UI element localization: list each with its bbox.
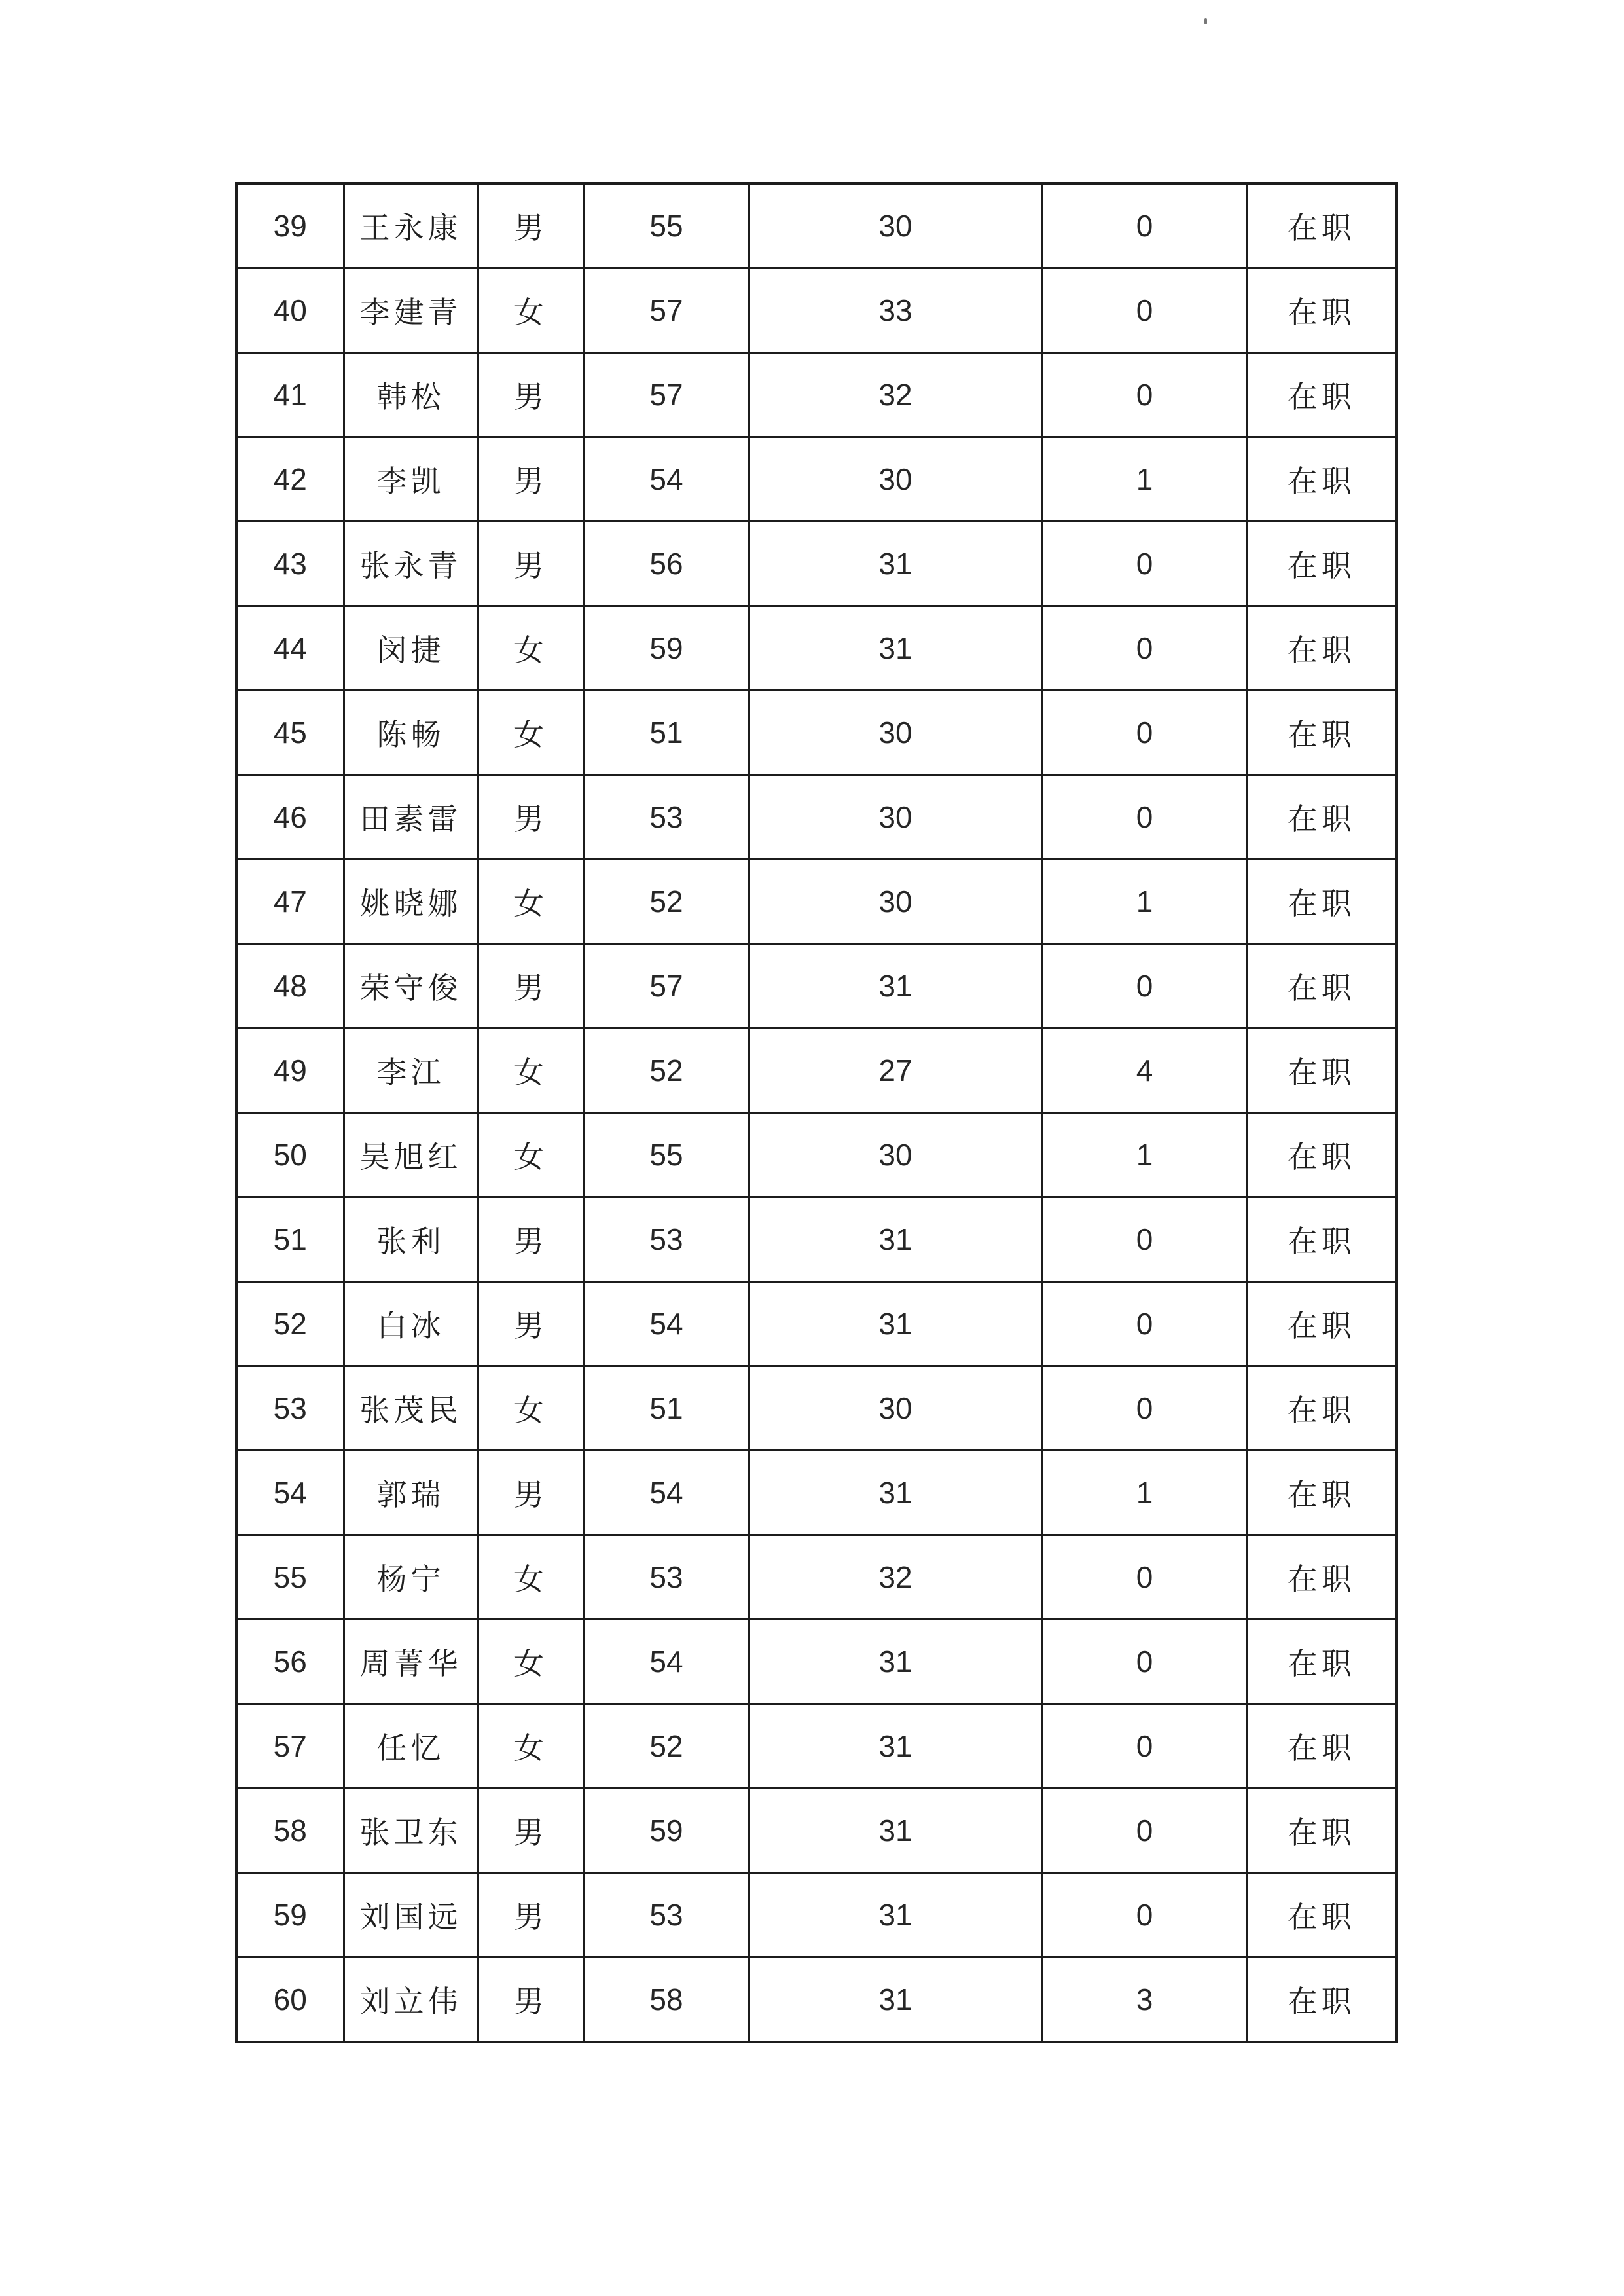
row-number-cell: 45 (236, 691, 344, 775)
table-row (236, 1282, 1396, 1366)
gender-cell: 男 (478, 1958, 584, 2043)
status-cell: 在职 (1247, 1958, 1396, 2043)
age-cell: 53 (584, 775, 749, 860)
name-cell: 杨宁 (344, 1535, 478, 1620)
status-cell: 在职 (1247, 1366, 1396, 1451)
count-cell: 0 (1042, 1535, 1247, 1620)
table-row (236, 1789, 1396, 1873)
name-cell: 李江 (344, 1029, 478, 1113)
row-number-cell: 51 (236, 1197, 344, 1282)
count-cell: 0 (1042, 775, 1247, 860)
gender-cell: 男 (478, 353, 584, 437)
service-years-cell: 31 (749, 1873, 1042, 1958)
service-years-cell: 30 (749, 437, 1042, 522)
gender-cell: 男 (478, 1197, 584, 1282)
table-row (236, 1113, 1396, 1197)
gender-cell: 女 (478, 268, 584, 353)
count-cell: 1 (1042, 1451, 1247, 1535)
scan-speck (1204, 18, 1207, 24)
age-cell: 58 (584, 1958, 749, 2043)
name-cell: 韩松 (344, 353, 478, 437)
status-cell: 在职 (1247, 522, 1396, 606)
row-number-cell: 39 (236, 183, 344, 268)
service-years-cell: 31 (749, 944, 1042, 1029)
row-number-cell: 48 (236, 944, 344, 1029)
count-cell: 1 (1042, 860, 1247, 944)
service-years-cell: 31 (749, 1282, 1042, 1366)
row-number-cell: 47 (236, 860, 344, 944)
row-number-cell: 58 (236, 1789, 344, 1873)
gender-cell: 男 (478, 437, 584, 522)
age-cell: 56 (584, 522, 749, 606)
status-cell: 在职 (1247, 1282, 1396, 1366)
age-cell: 53 (584, 1873, 749, 1958)
gender-cell: 男 (478, 1789, 584, 1873)
age-cell: 59 (584, 1789, 749, 1873)
age-cell: 59 (584, 606, 749, 691)
status-cell: 在职 (1247, 1620, 1396, 1704)
status-cell: 在职 (1247, 1704, 1396, 1789)
row-number-cell: 40 (236, 268, 344, 353)
count-cell: 0 (1042, 1620, 1247, 1704)
service-years-cell: 33 (749, 268, 1042, 353)
service-years-cell: 32 (749, 1535, 1042, 1620)
row-number-cell: 60 (236, 1958, 344, 2043)
gender-cell: 男 (478, 1451, 584, 1535)
status-cell: 在职 (1247, 944, 1396, 1029)
age-cell: 57 (584, 268, 749, 353)
count-cell: 0 (1042, 691, 1247, 775)
table-row (236, 944, 1396, 1029)
name-cell: 王永康 (344, 183, 478, 268)
age-cell: 51 (584, 691, 749, 775)
status-cell: 在职 (1247, 353, 1396, 437)
status-cell: 在职 (1247, 1197, 1396, 1282)
count-cell: 0 (1042, 183, 1247, 268)
roster-table-container (235, 182, 1395, 2043)
service-years-cell: 31 (749, 1451, 1042, 1535)
row-number-cell: 53 (236, 1366, 344, 1451)
status-cell: 在职 (1247, 860, 1396, 944)
status-cell: 在职 (1247, 1029, 1396, 1113)
count-cell: 0 (1042, 268, 1247, 353)
count-cell: 0 (1042, 1704, 1247, 1789)
count-cell: 1 (1042, 1113, 1247, 1197)
name-cell: 姚晓娜 (344, 860, 478, 944)
row-number-cell: 44 (236, 606, 344, 691)
service-years-cell: 30 (749, 775, 1042, 860)
table-row (236, 1704, 1396, 1789)
name-cell: 闵捷 (344, 606, 478, 691)
name-cell: 任忆 (344, 1704, 478, 1789)
gender-cell: 女 (478, 1029, 584, 1113)
name-cell: 刘国远 (344, 1873, 478, 1958)
name-cell: 荣守俊 (344, 944, 478, 1029)
gender-cell: 女 (478, 606, 584, 691)
service-years-cell: 32 (749, 353, 1042, 437)
table-row (236, 522, 1396, 606)
name-cell: 李建青 (344, 268, 478, 353)
table-row (236, 606, 1396, 691)
count-cell: 0 (1042, 1366, 1247, 1451)
table-row (236, 1535, 1396, 1620)
count-cell: 0 (1042, 522, 1247, 606)
table-row (236, 1029, 1396, 1113)
name-cell: 周菁华 (344, 1620, 478, 1704)
gender-cell: 女 (478, 860, 584, 944)
status-cell: 在职 (1247, 1873, 1396, 1958)
count-cell: 0 (1042, 1873, 1247, 1958)
service-years-cell: 31 (749, 1704, 1042, 1789)
gender-cell: 女 (478, 1620, 584, 1704)
age-cell: 57 (584, 944, 749, 1029)
count-cell: 0 (1042, 1789, 1247, 1873)
table-row (236, 860, 1396, 944)
service-years-cell: 27 (749, 1029, 1042, 1113)
gender-cell: 女 (478, 1113, 584, 1197)
gender-cell: 男 (478, 183, 584, 268)
name-cell: 吴旭红 (344, 1113, 478, 1197)
gender-cell: 男 (478, 775, 584, 860)
status-cell: 在职 (1247, 1451, 1396, 1535)
status-cell: 在职 (1247, 691, 1396, 775)
row-number-cell: 43 (236, 522, 344, 606)
name-cell: 张卫东 (344, 1789, 478, 1873)
name-cell: 郭瑞 (344, 1451, 478, 1535)
gender-cell: 女 (478, 691, 584, 775)
roster-table-body (236, 183, 1396, 2042)
table-row (236, 268, 1396, 353)
status-cell: 在职 (1247, 775, 1396, 860)
service-years-cell: 30 (749, 183, 1042, 268)
age-cell: 57 (584, 353, 749, 437)
status-cell: 在职 (1247, 437, 1396, 522)
gender-cell: 女 (478, 1535, 584, 1620)
status-cell: 在职 (1247, 1789, 1396, 1873)
service-years-cell: 31 (749, 1197, 1042, 1282)
service-years-cell: 31 (749, 1958, 1042, 2043)
gender-cell: 女 (478, 1366, 584, 1451)
age-cell: 54 (584, 1620, 749, 1704)
row-number-cell: 42 (236, 437, 344, 522)
status-cell: 在职 (1247, 268, 1396, 353)
table-row (236, 1620, 1396, 1704)
table-row (236, 691, 1396, 775)
name-cell: 张茂民 (344, 1366, 478, 1451)
gender-cell: 男 (478, 1282, 584, 1366)
row-number-cell: 55 (236, 1535, 344, 1620)
status-cell: 在职 (1247, 606, 1396, 691)
service-years-cell: 31 (749, 1789, 1042, 1873)
service-years-cell: 31 (749, 1620, 1042, 1704)
table-row (236, 437, 1396, 522)
row-number-cell: 57 (236, 1704, 344, 1789)
count-cell: 0 (1042, 1282, 1247, 1366)
row-number-cell: 50 (236, 1113, 344, 1197)
row-number-cell: 41 (236, 353, 344, 437)
gender-cell: 女 (478, 1704, 584, 1789)
age-cell: 52 (584, 1704, 749, 1789)
count-cell: 0 (1042, 944, 1247, 1029)
gender-cell: 男 (478, 1873, 584, 1958)
age-cell: 55 (584, 183, 749, 268)
row-number-cell: 59 (236, 1873, 344, 1958)
service-years-cell: 31 (749, 606, 1042, 691)
service-years-cell: 30 (749, 1113, 1042, 1197)
service-years-cell: 30 (749, 691, 1042, 775)
table-row (236, 1197, 1396, 1282)
age-cell: 53 (584, 1535, 749, 1620)
name-cell: 刘立伟 (344, 1958, 478, 2043)
status-cell: 在职 (1247, 1113, 1396, 1197)
table-row (236, 353, 1396, 437)
count-cell: 1 (1042, 437, 1247, 522)
count-cell: 0 (1042, 353, 1247, 437)
age-cell: 52 (584, 860, 749, 944)
roster-table (235, 182, 1398, 2043)
table-row (236, 1451, 1396, 1535)
age-cell: 51 (584, 1366, 749, 1451)
service-years-cell: 30 (749, 1366, 1042, 1451)
service-years-cell: 30 (749, 860, 1042, 944)
age-cell: 52 (584, 1029, 749, 1113)
table-row (236, 1873, 1396, 1958)
row-number-cell: 46 (236, 775, 344, 860)
name-cell: 白冰 (344, 1282, 478, 1366)
status-cell: 在职 (1247, 183, 1396, 268)
age-cell: 54 (584, 1282, 749, 1366)
count-cell: 3 (1042, 1958, 1247, 2043)
table-row (236, 775, 1396, 860)
count-cell: 0 (1042, 1197, 1247, 1282)
age-cell: 55 (584, 1113, 749, 1197)
name-cell: 陈畅 (344, 691, 478, 775)
age-cell: 54 (584, 437, 749, 522)
name-cell: 张永青 (344, 522, 478, 606)
table-row (236, 1958, 1396, 2043)
table-row (236, 183, 1396, 268)
name-cell: 田素雷 (344, 775, 478, 860)
service-years-cell: 31 (749, 522, 1042, 606)
row-number-cell: 52 (236, 1282, 344, 1366)
count-cell: 0 (1042, 606, 1247, 691)
row-number-cell: 54 (236, 1451, 344, 1535)
count-cell: 4 (1042, 1029, 1247, 1113)
row-number-cell: 49 (236, 1029, 344, 1113)
row-number-cell: 56 (236, 1620, 344, 1704)
gender-cell: 男 (478, 944, 584, 1029)
gender-cell: 男 (478, 522, 584, 606)
status-cell: 在职 (1247, 1535, 1396, 1620)
age-cell: 53 (584, 1197, 749, 1282)
table-row (236, 1366, 1396, 1451)
age-cell: 54 (584, 1451, 749, 1535)
name-cell: 李凯 (344, 437, 478, 522)
name-cell: 张利 (344, 1197, 478, 1282)
